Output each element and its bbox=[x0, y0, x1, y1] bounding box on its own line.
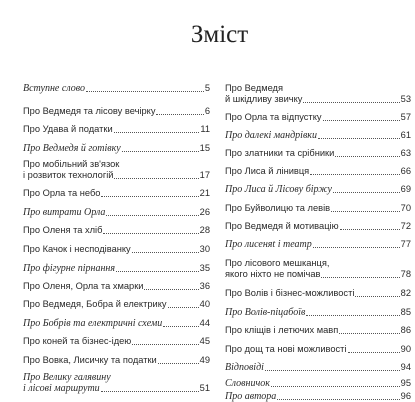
toc-entry[interactable] bbox=[225, 362, 411, 373]
dot-leader bbox=[277, 399, 399, 400]
toc-entry[interactable] bbox=[23, 281, 210, 292]
toc-entry[interactable] bbox=[23, 188, 210, 199]
toc-entry-title: Про лисеняt і театр bbox=[225, 239, 312, 250]
toc-entry[interactable] bbox=[23, 106, 210, 117]
dot-leader bbox=[132, 344, 198, 345]
toc-entry[interactable] bbox=[225, 378, 411, 389]
toc-page-number: 30 bbox=[199, 244, 210, 254]
toc-entry[interactable] bbox=[225, 148, 411, 159]
toc-page-number: 72 bbox=[400, 221, 411, 231]
dot-leader bbox=[122, 151, 199, 152]
page-title: Зміст bbox=[190, 21, 249, 48]
toc-entry[interactable] bbox=[225, 344, 411, 355]
toc-page-number: 40 bbox=[199, 299, 210, 309]
toc-entry-title: Про Ведмедя та лісову вечірку bbox=[23, 106, 156, 116]
toc-entry[interactable] bbox=[23, 318, 210, 329]
toc-entry[interactable] bbox=[225, 166, 411, 177]
toc-entry-title: Про Ведмедя й мотивацію bbox=[225, 221, 339, 231]
dot-leader bbox=[306, 315, 399, 316]
toc-page-number: 66 bbox=[400, 166, 411, 176]
dot-leader bbox=[318, 138, 400, 139]
toc-entry-title: Про Удава й податки bbox=[23, 124, 113, 134]
toc-entry-title: Про Орла та небо bbox=[23, 188, 101, 198]
toc-entry[interactable] bbox=[225, 307, 411, 318]
dot-leader bbox=[323, 120, 400, 121]
toc-page-number: 96 bbox=[400, 391, 411, 401]
toc-page-number: 77 bbox=[400, 239, 411, 249]
toc-entry[interactable] bbox=[23, 263, 210, 274]
toc-entry[interactable] bbox=[23, 299, 210, 310]
toc-entry[interactable] bbox=[225, 203, 411, 214]
toc-entry-title: Про фігурне пірнання bbox=[23, 263, 116, 274]
dot-leader bbox=[348, 352, 400, 353]
dot-leader bbox=[355, 296, 399, 297]
toc-page-number: 17 bbox=[199, 170, 210, 180]
toc-page-number: 45 bbox=[199, 336, 210, 346]
dot-leader bbox=[158, 363, 199, 364]
toc-entry[interactable] bbox=[23, 244, 210, 255]
dot-leader bbox=[116, 271, 199, 272]
toc-page-number: 11 bbox=[200, 124, 210, 134]
toc-entry-title: Про Оленя та хліб bbox=[23, 225, 103, 235]
toc-entry[interactable] bbox=[225, 130, 411, 141]
dot-leader bbox=[333, 192, 400, 193]
dot-leader bbox=[265, 370, 400, 371]
toc-entry-title: Про Волів і бізнес-можливості bbox=[225, 288, 355, 298]
dot-leader bbox=[86, 91, 204, 92]
toc-entry-title: й шкідливу звичку bbox=[225, 94, 303, 104]
toc-entry-title: Про златники та срібники bbox=[225, 148, 335, 158]
toc-page-number: 28 bbox=[199, 225, 210, 235]
toc-entry-title-line: Про мобільний зв'язок bbox=[23, 159, 120, 169]
dot-leader bbox=[114, 132, 200, 133]
toc-page-number: 82 bbox=[400, 288, 411, 298]
toc-entry[interactable] bbox=[23, 159, 210, 181]
toc-entry[interactable] bbox=[225, 221, 411, 232]
toc-entry[interactable] bbox=[225, 83, 411, 105]
toc-entry[interactable] bbox=[225, 184, 411, 195]
toc-page-number: 63 bbox=[400, 148, 411, 158]
toc-entry-title: Про Орла та відпустку bbox=[225, 112, 322, 122]
dot-leader bbox=[339, 333, 399, 334]
toc-entry-title: Про Лиса й лінивця bbox=[225, 166, 310, 176]
toc-entry-title: Про Ведмедя й готівку bbox=[23, 143, 121, 154]
toc-entry[interactable] bbox=[23, 372, 210, 394]
toc-page-number: 90 bbox=[400, 344, 411, 354]
toc-page-number: 36 bbox=[199, 281, 210, 291]
toc-page-number: 21 bbox=[199, 188, 210, 198]
toc-entry-title: якого ніхто не помічав bbox=[225, 269, 321, 279]
toc-entry[interactable] bbox=[225, 325, 411, 336]
toc-entry-title: і розвиток технологій bbox=[23, 170, 114, 180]
toc-entry-title: Про Буйволицю та левів bbox=[225, 203, 331, 213]
dot-leader bbox=[163, 326, 198, 327]
toc-entry-title: Про Вовка, Лисичку та податки bbox=[23, 355, 157, 365]
dot-leader bbox=[101, 196, 198, 197]
toc-page-number: 95 bbox=[400, 378, 411, 388]
toc-entry-title: Про Лиса й Лісову біржу bbox=[225, 184, 332, 195]
toc-page-number: 15 bbox=[199, 143, 210, 153]
toc-entry-title: Про дощ та нові можливості bbox=[225, 344, 347, 354]
dot-leader bbox=[168, 307, 199, 308]
toc-entry-title: Про Бобрів та електричні схеми bbox=[23, 318, 163, 329]
dot-leader bbox=[335, 156, 399, 157]
toc-entry-title-line: Про Ведмедя bbox=[225, 83, 284, 93]
toc-page-number: 5 bbox=[204, 83, 210, 93]
toc-entry-title: Про Волів-піцабоїв bbox=[225, 307, 306, 318]
dot-leader bbox=[144, 289, 198, 290]
toc-entry-title: Про далекі мандрівки bbox=[225, 130, 317, 141]
dot-leader bbox=[156, 114, 203, 115]
toc-entry[interactable] bbox=[225, 239, 411, 250]
toc-entry[interactable] bbox=[23, 336, 210, 347]
dot-leader bbox=[106, 215, 198, 216]
toc-entry-title: Вступне слово bbox=[23, 83, 85, 94]
toc-entry[interactable] bbox=[23, 143, 210, 154]
dot-leader bbox=[101, 391, 199, 392]
toc-entry-title: Словничок bbox=[225, 378, 270, 389]
dot-leader bbox=[313, 247, 400, 248]
toc-page-number: 49 bbox=[199, 355, 210, 365]
dot-leader bbox=[114, 178, 198, 179]
toc-page-number: 26 bbox=[199, 207, 210, 217]
toc-entry[interactable] bbox=[23, 225, 210, 236]
toc-page-number: 70 bbox=[400, 203, 411, 213]
toc-entry[interactable] bbox=[23, 124, 210, 135]
toc-page-number: 61 bbox=[400, 130, 411, 140]
toc-page-number: 57 bbox=[400, 112, 411, 122]
toc-entry[interactable] bbox=[23, 207, 210, 218]
toc-entry[interactable] bbox=[23, 83, 210, 94]
dot-leader bbox=[340, 229, 400, 230]
toc-entry[interactable] bbox=[225, 258, 411, 280]
dot-leader bbox=[331, 211, 400, 212]
toc-entry[interactable] bbox=[225, 288, 411, 299]
dot-leader bbox=[103, 233, 198, 234]
dot-leader bbox=[303, 102, 399, 103]
toc-entry-title: Про кліщів і летючих мавп bbox=[225, 325, 339, 335]
toc-entry-title: Про Качок і несподіванку bbox=[23, 244, 131, 254]
toc-page-number: 35 bbox=[199, 263, 210, 273]
toc-entry[interactable] bbox=[225, 391, 411, 402]
dot-leader bbox=[132, 252, 199, 253]
toc-page-number: 6 bbox=[204, 106, 210, 116]
dot-leader bbox=[310, 174, 399, 175]
toc-entry-title: Про Оленя, Орла та хмарки bbox=[23, 281, 144, 291]
toc-page-number: 86 bbox=[400, 325, 411, 335]
toc-page-number: 94 bbox=[400, 362, 411, 372]
toc-entry-title: і лісові маршрути bbox=[23, 383, 100, 394]
toc-page-number: 78 bbox=[400, 269, 411, 279]
toc-page-number: 51 bbox=[199, 383, 210, 393]
toc-entry[interactable] bbox=[23, 355, 210, 366]
toc-entry[interactable] bbox=[225, 112, 411, 123]
toc-entry-title: Про Ведмедя, Бобра й електрику bbox=[23, 299, 167, 309]
toc-entry-title: Про витрати Орла bbox=[23, 207, 106, 218]
toc-entry-title: Про коней та бізнес-ідею bbox=[23, 336, 132, 346]
dot-leader bbox=[271, 386, 400, 387]
toc-entry-title-line: Про лісового мешканця, bbox=[225, 258, 330, 268]
toc-entry-title-line: Про Велику галявину bbox=[23, 372, 111, 383]
toc-entry-title: Про автора bbox=[225, 391, 277, 402]
toc-entry-title: Відповіді bbox=[225, 362, 264, 373]
toc-page-number: 69 bbox=[400, 184, 411, 194]
toc-page-number: 53 bbox=[400, 94, 411, 104]
toc-page-number: 85 bbox=[400, 307, 411, 317]
dot-leader bbox=[321, 277, 399, 278]
toc-page-number: 44 bbox=[199, 318, 210, 328]
